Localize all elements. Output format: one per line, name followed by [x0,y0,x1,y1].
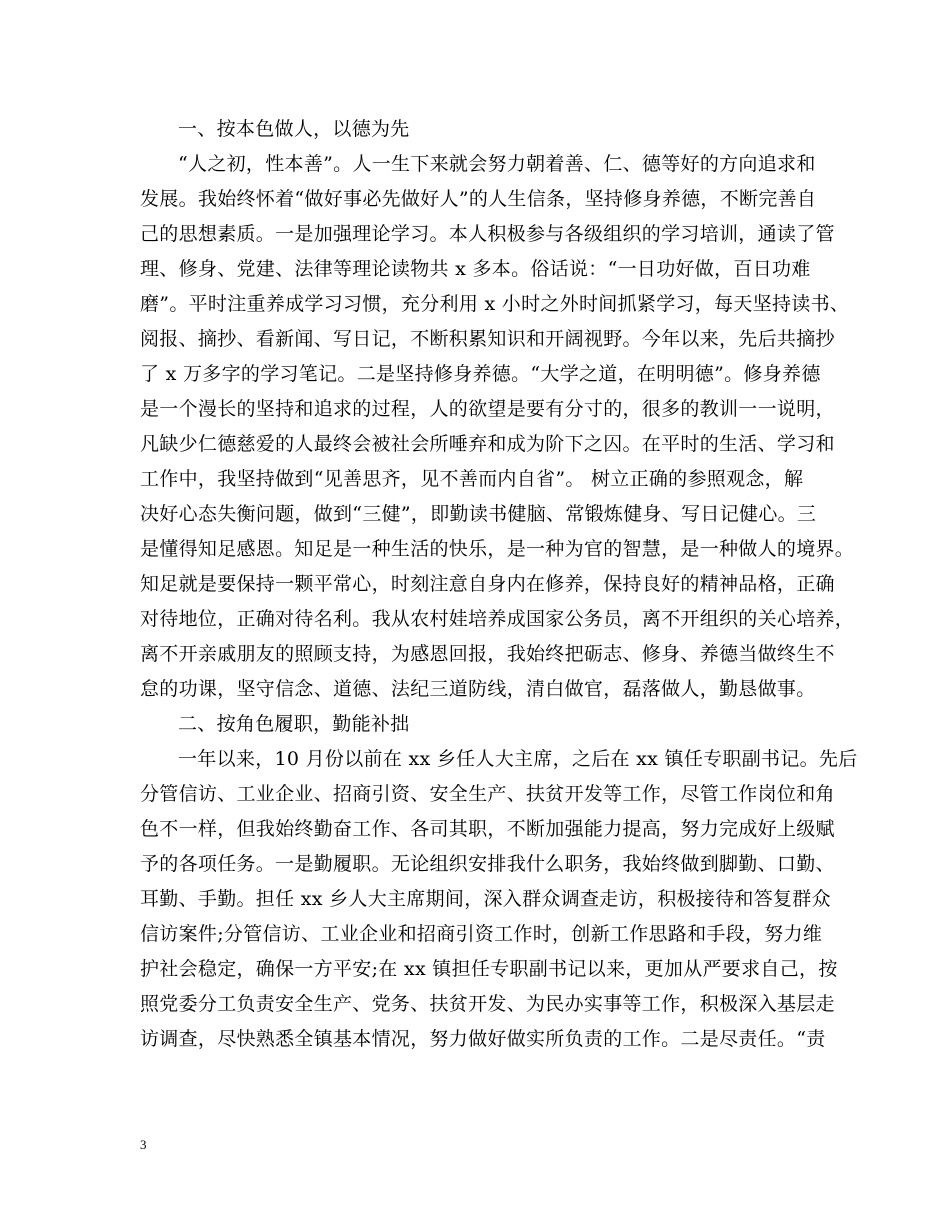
paragraph-line: 是一个漫长的坚持和追求的过程，人的欲望是要有分寸的，很多的教训一一说明， [140,398,835,420]
section-heading-1: 一、按本色做人，以德为先 [178,118,410,140]
paragraph-line: 照党委分工负责安全生产、党务、扶贫开发、为民办实事等工作，积极深入基层走 [140,993,835,1015]
paragraph-line: 离不开亲戚朋友的照顾支持，为感恩回报，我始终把砺志、修身、养德当做终生不 [140,643,835,665]
paragraph-line: 信访案件;分管信访、工业企业和招商引资工作时，创新工作思路和手段，努力维 [140,923,823,945]
paragraph-line: 怠的功课，坚守信念、道德、法纪三道防线，清白做官，磊落做人，勤恳做事。 [140,678,816,700]
paragraph-line: 理、修身、党建、法律等理论读物共 x 多本。俗话说：“一日功好做，百日功难 [140,258,811,280]
paragraph-line: 访调查，尽快熟悉全镇基本情况，努力做好做实所负责的工作。二是尽责任。“责 [140,1028,826,1050]
paragraph-line: 知足就是要保持一颗平常心，时刻注意自身内在修养，保持良好的精神品格，正确 [140,573,835,595]
paragraph-line: “人之初，性本善”。人一生下来就会努力朝着善、仁、德等好的方向追求和 [178,153,816,175]
paragraph-line: 是懂得知足感恩。知足是一种生活的快乐，是一种为官的智慧，是一种做人的境界。 [140,538,855,560]
page-number: 3 [140,1137,147,1152]
paragraph-line: 色不一样，但我始终勤奋工作、各司其职，不断加强能力提高，努力完成好上级赋 [140,818,835,840]
paragraph-line: 决好心态失衡问题，做到“三健”，即勤读书健脑、常锻炼健身、写日记健心。三 [140,503,817,525]
paragraph-line: 工作中，我坚持做到“见善思齐，见不善而内自省”。 树立正确的参照观念，解 [140,468,804,490]
paragraph-line: 分管信访、工业企业、招商引资、安全生产、扶贫开发等工作，尽管工作岗位和角 [140,783,835,805]
paragraph-line: 发展。我始终怀着“做好事必先做好人”的人生信条，坚持修身养德，不断完善自 [140,188,817,210]
paragraph-line: 一年以来，10 月份以前在 xx 乡任人大主席，之后在 xx 镇任专职副书记。先后 [178,748,858,770]
paragraph-line: 护社会稳定，确保一方平安;在 xx 镇担任专职副书记以来，更加从严要求自己，按 [140,958,838,980]
paragraph-line: 耳勤、手勤。担任 xx 乡人大主席期间，深入群众调查走访，积极接待和答复群众 [140,888,831,910]
paragraph-line: 了 x 万多字的学习笔记。二是坚持修身养德。“大学之道，在明明德”。修身养德 [140,363,821,385]
paragraph-line: 磨”。平时注重养成学习习惯，充分利用 x 小时之外时间抓紧学习，每天坚持读书、 [140,293,850,315]
paragraph-line: 予的各项任务。一是勤履职。无论组织安排我什么职务，我始终做到脚勤、口勤、 [140,853,835,875]
paragraph-line: 阅报、摘抄、看新闻、写日记，不断积累知识和开阔视野。今年以来，先后共摘抄 [140,328,835,350]
paragraph-line: 对待地位，正确对待名利。我从农村娃培养成国家公务员，离不开组织的关心培养， [140,608,855,630]
paragraph-line: 己的思想素质。一是加强理论学习。本人积极参与各级组织的学习培训，通读了管 [140,223,835,245]
section-heading-2: 二、按角色履职，勤能补拙 [178,713,410,735]
paragraph-line: 凡缺少仁德慈爱的人最终会被社会所唾弃和成为阶下之囚。在平时的生活、学习和 [140,433,835,455]
